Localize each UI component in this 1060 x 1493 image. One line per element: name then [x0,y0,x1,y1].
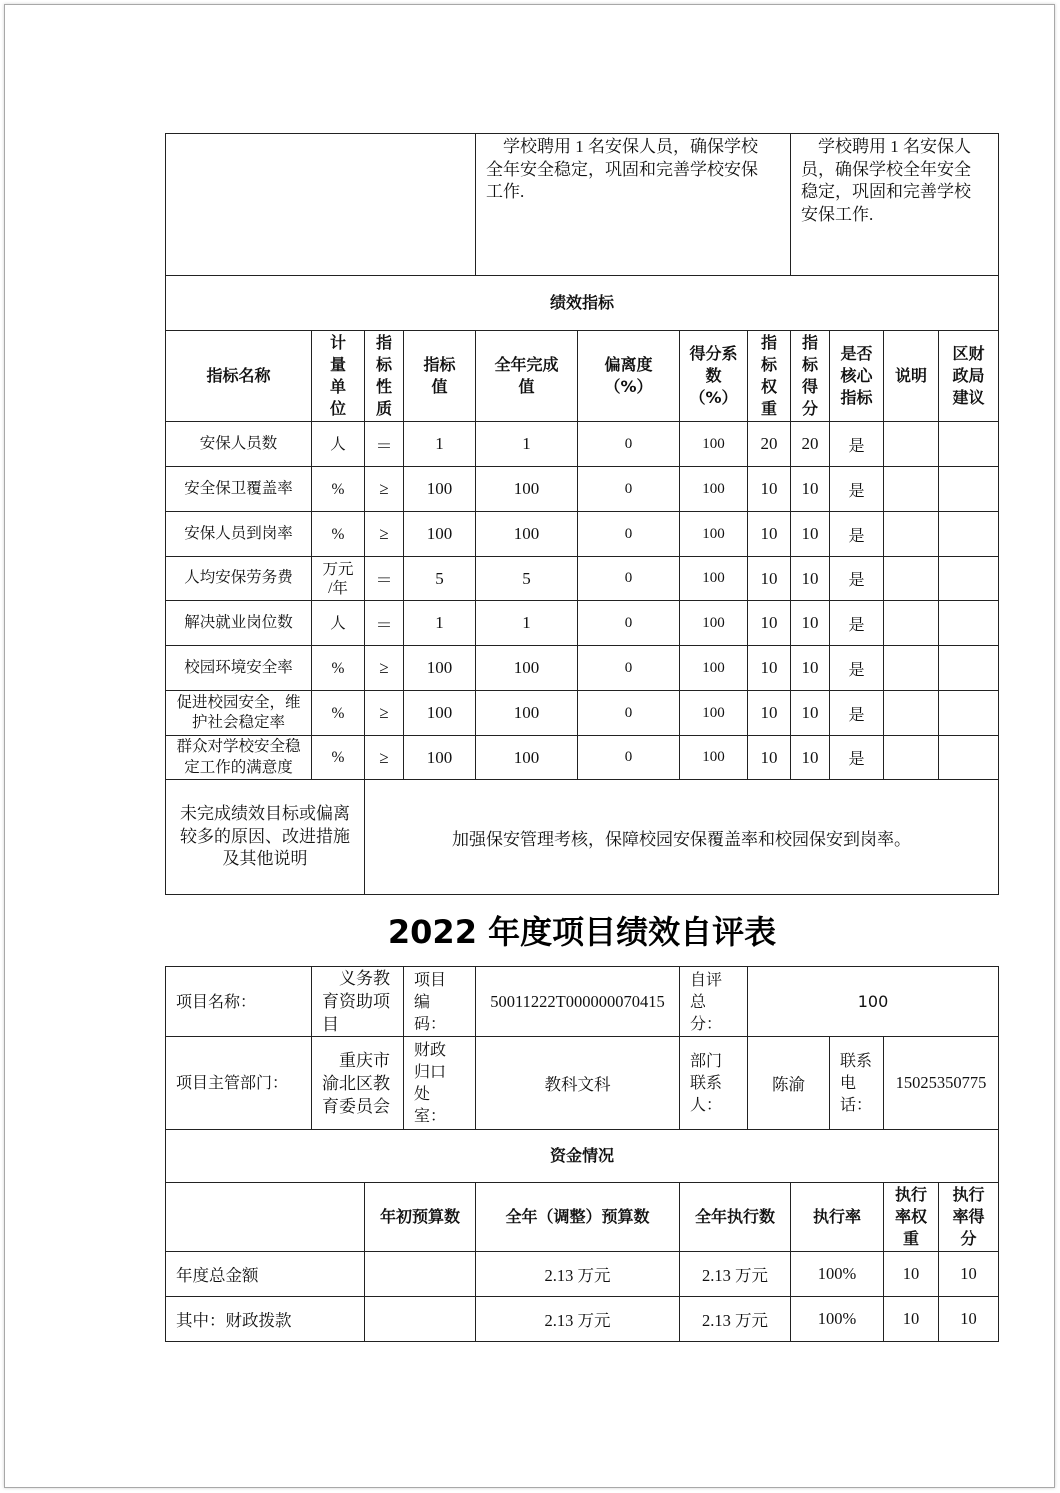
is-core-indicator: 是 [830,736,884,780]
actual-value: 100 [476,512,578,557]
unit-cell [312,736,365,780]
actual-value: 100 [476,467,578,512]
header-unit [312,331,365,422]
indicator-weight: 10 [748,512,791,557]
score-coefficient: 100 [680,601,748,646]
rate-score: 10 [939,1252,999,1297]
unit: % [331,749,345,766]
target-value: 1 [404,601,476,646]
funds-row-label: 年度总金额 [166,1252,365,1297]
explanation [884,736,939,780]
header-nature [365,331,404,422]
explanation [884,646,939,691]
indicator-score: 10 [791,467,830,512]
header-rate-score-text: 执行率得分 [952,1185,985,1248]
funds-header-row [166,1183,999,1252]
department: 重庆市渝北区教育委员会 [312,1037,404,1130]
contact-person: 陈渝 [748,1037,830,1130]
deviation: 0 [578,422,680,467]
indicator-weight: 10 [748,467,791,512]
header-deviation-text: 偏离度（%） [604,355,653,396]
header-score [791,331,830,422]
header-actual [476,331,578,422]
header-adjusted-budget: 全年（调整）预算数 [476,1183,680,1252]
adjusted-budget: 2.13 万元 [476,1297,680,1342]
target-value: 100 [404,691,476,736]
total-score-label-cell [680,967,748,1037]
rate-weight: 10 [884,1297,939,1342]
nature: ≥ [365,691,404,736]
header-coefficient-text: 得分系数（%） [689,344,738,407]
remark-row [166,780,999,895]
header-executed: 全年执行数 [680,1183,791,1252]
target-value: 100 [404,512,476,557]
indicator-score: 10 [791,601,830,646]
header-actual-text: 全年完成值 [494,355,559,396]
actual-goal-cell: 学校聘用 1 名安保人员，确保学校全年安全稳定，巩固和完善学校安保工作. [791,134,999,276]
indicator-section-title: 绩效指标 [166,276,999,331]
unit-cell [312,512,365,557]
phone-number: 15025350775 [884,1037,999,1130]
indicator-row [166,557,999,601]
indicator-name: 安保人员数 [166,422,312,467]
finance-bureau-suggestion [939,422,999,467]
explanation [884,601,939,646]
indicator-header-row [166,331,999,422]
unit-cell [312,422,365,467]
project-info-row [166,967,999,1037]
deviation: 0 [578,512,680,557]
finance-bureau-suggestion [939,512,999,557]
finance-bureau-suggestion [939,646,999,691]
header-rate-weight [884,1183,939,1252]
initial-budget [365,1252,476,1297]
header-weight-text: 指标权重 [760,333,777,418]
phone-label: 联系电话： [840,1051,873,1114]
finance-office-label-cell [404,1037,476,1130]
indicator-weight: 20 [748,422,791,467]
is-core-indicator: 是 [830,422,884,467]
contact-label-cell [680,1037,748,1130]
contact-label: 部门联系人： [690,1051,723,1114]
department-label: 项目主管部门： [166,1037,312,1130]
project-code: 50011222T000000070415 [476,967,680,1037]
unit-cell [312,557,365,601]
indicator-row [166,646,999,691]
indicator-name: 促进校园安全，维护社会稳定率 [166,691,312,736]
header-deviation [578,331,680,422]
unit: 万元/年 [322,560,354,597]
header-rate-score [939,1183,999,1252]
header-unit-text: 计量单位 [329,333,346,418]
unit: % [331,525,345,543]
nature: ≥ [365,736,404,780]
target-value: 100 [404,467,476,512]
funds-section-title: 资金情况 [166,1130,999,1183]
actual-value: 100 [476,646,578,691]
unit-cell [312,467,365,512]
indicator-name: 人均安保劳务费 [166,557,312,601]
actual-value: 100 [476,691,578,736]
header-target-text: 指标值 [423,355,456,396]
initial-budget [365,1297,476,1342]
indicator-weight: 10 [748,736,791,780]
score-coefficient: 100 [680,691,748,736]
goal-blank-cell [166,134,476,276]
finance-bureau-suggestion [939,691,999,736]
header-score-text: 指标得分 [801,333,818,418]
header-target [404,331,476,422]
indicator-name: 群众对学校安全稳定工作的满意度 [166,736,312,780]
finance-bureau-suggestion [939,736,999,780]
nature: ＝ [365,601,404,646]
project-name: 义务教育资助项目 [312,967,404,1037]
indicator-name: 安全保卫覆盖率 [166,467,312,512]
funds-row [166,1297,999,1342]
indicator-score: 10 [791,512,830,557]
finance-bureau-suggestion [939,467,999,512]
finance-office: 教科文科 [476,1037,680,1130]
explanation [884,691,939,736]
explanation [884,422,939,467]
is-core-indicator: 是 [830,646,884,691]
header-core-text: 是否核心指标 [840,344,873,407]
performance-indicator-table [165,133,999,895]
target-value: 5 [404,557,476,601]
indicator-row [166,691,999,736]
finance-office-label: 财政归口处室： [414,1040,447,1125]
score-coefficient: 100 [680,557,748,601]
header-suggestion [939,331,999,422]
remark-label: 未完成绩效目标或偏离较多的原因、改进措施及其他说明 [166,780,365,895]
project-code-label-cell [404,967,476,1037]
indicator-weight: 10 [748,646,791,691]
header-core [830,331,884,422]
actual-value: 100 [476,736,578,780]
indicator-row [166,512,999,557]
actual-value: 1 [476,601,578,646]
score-coefficient: 100 [680,646,748,691]
funds-row-label: 其中：财政拨款 [166,1297,365,1342]
indicator-weight: 10 [748,557,791,601]
indicator-score: 10 [791,691,830,736]
unit: 人 [330,614,346,632]
planned-goal-cell: 学校聘用 1 名安保人员，确保学校全年安全稳定，巩固和完善学校安保工作. [476,134,791,276]
is-core-indicator: 是 [830,467,884,512]
rate-weight: 10 [884,1252,939,1297]
score-coefficient: 100 [680,512,748,557]
is-core-indicator: 是 [830,601,884,646]
nature: ＝ [365,422,404,467]
project-name-label: 项目名称： [166,967,312,1037]
header-suggestion-text: 区财政局建议 [952,344,985,407]
header-note: 说明 [884,331,939,422]
actual-value: 5 [476,557,578,601]
score-coefficient: 100 [680,736,748,780]
funds-row [166,1252,999,1297]
finance-bureau-suggestion [939,601,999,646]
deviation: 0 [578,646,680,691]
indicator-weight: 10 [748,691,791,736]
target-value: 1 [404,422,476,467]
header-coefficient [680,331,748,422]
indicator-row [166,601,999,646]
target-value: 100 [404,736,476,780]
phone-label-cell [830,1037,884,1130]
executed-amount: 2.13 万元 [680,1297,791,1342]
header-initial-budget: 年初预算数 [365,1183,476,1252]
project-evaluation-table [165,966,999,1342]
indicator-row [166,422,999,467]
indicator-name: 解决就业岗位数 [166,601,312,646]
is-core-indicator: 是 [830,557,884,601]
unit-cell [312,691,365,736]
remark-text: 加强保安管理考核，保障校园安保覆盖率和校园保安到岗率。 [365,780,999,895]
nature: ＝ [365,557,404,601]
unit: % [331,659,345,677]
form-title: 2022 年度项目绩效自评表 [387,913,777,951]
executed-amount: 2.13 万元 [680,1252,791,1297]
department-info-row [166,1037,999,1130]
actual-value: 1 [476,422,578,467]
funds-section-row [166,1130,999,1183]
indicator-row [166,467,999,512]
header-indicator-name: 指标名称 [166,331,312,422]
deviation: 0 [578,557,680,601]
explanation [884,557,939,601]
unit: % [331,480,345,498]
unit-cell [312,601,365,646]
indicator-section-row [166,276,999,331]
indicator-name: 安保人员到岗率 [166,512,312,557]
project-code-label: 项目编码： [414,969,447,1033]
deviation: 0 [578,736,680,780]
indicator-weight: 10 [748,601,791,646]
nature: ≥ [365,512,404,557]
unit-cell [312,646,365,691]
deviation: 0 [578,601,680,646]
nature: ≥ [365,467,404,512]
total-score-label: 自评总分： [690,969,723,1033]
execution-rate: 100% [791,1252,884,1297]
rate-score: 10 [939,1297,999,1342]
indicator-score: 20 [791,422,830,467]
total-score: 100 [748,967,999,1037]
unit: % [331,704,345,722]
execution-rate: 100% [791,1297,884,1342]
indicator-row [166,736,999,780]
indicator-score: 10 [791,646,830,691]
explanation [884,467,939,512]
finance-bureau-suggestion [939,557,999,601]
deviation: 0 [578,467,680,512]
funds-header-blank [166,1183,365,1252]
nature: ≥ [365,646,404,691]
header-nature-text: 指标性质 [375,333,392,418]
target-value: 100 [404,646,476,691]
score-coefficient: 100 [680,467,748,512]
indicator-score: 10 [791,557,830,601]
header-execution-rate: 执行率 [791,1183,884,1252]
deviation: 0 [578,691,680,736]
header-weight [748,331,791,422]
unit: 人 [330,435,346,453]
is-core-indicator: 是 [830,512,884,557]
header-rate-weight-text: 执行率权重 [894,1185,927,1248]
explanation [884,512,939,557]
goal-row [166,134,999,276]
indicator-name: 校园环境安全率 [166,646,312,691]
is-core-indicator: 是 [830,691,884,736]
score-coefficient: 100 [680,422,748,467]
adjusted-budget: 2.13 万元 [476,1252,680,1297]
indicator-score: 10 [791,736,830,780]
